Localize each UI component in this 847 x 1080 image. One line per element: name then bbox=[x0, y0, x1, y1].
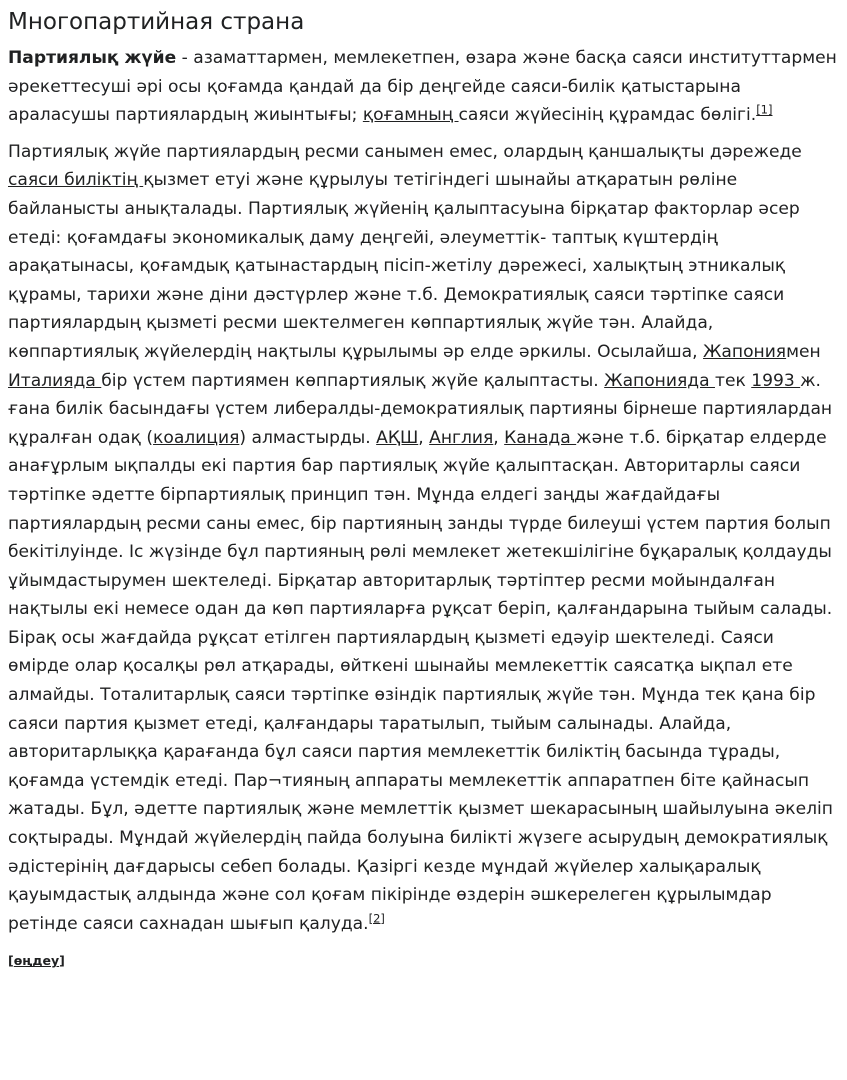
link-coalition[interactable]: коалиция bbox=[153, 427, 240, 448]
paragraph-intro bbox=[8, 44, 839, 130]
text: саяси жүйесінің құрамдас бөлігі. bbox=[458, 105, 757, 126]
paragraph-main bbox=[8, 138, 839, 939]
text: және т.б. бірқатар елдерде анағұрлым ықпалды екі партия бар партиялық жүйе қалыптасқан. Авторитарлы саяси тәртіпке әдетте бірпартиялық принцип тән. Мұнда елдегі заңды жағдайдағы партиялардың ресми саны емес, бір партияның занды түрде билеуші үстем партия болып бекітілуінде. Іс жүзінде бұл партияның рөлі мемлекет жетекшілігіне бұқаралық қолдауды ұйымдастырумен шектеледі. Бірқатар авторитарлық тәртіптер ресми мойындалған нақтылы екі немесе одан да көп партияларға рұқсат беріп, қалғандарына тыйым салады. Бірақ осы жағдайда рұқсат етілген партиялардың қызметі едәуір шектеледі. Саяси өмірде олар қосалқы рөл атқарады, өйткені шынайы мемлекеттік саясатқа ықпал ете алмайды. Тоталитарлық саяси тәртіпке өзіндік партиялық жүйе тән. Мұнда тек қана бір саяси партия қызмет етеді, қалғандары таратылып, тыйым салынады. Алайда, авторитарлыққа қарағанда бұл саяси партия мемлекеттік биліктің басында тұрады, қоғамда үстемдік етеді. Пар¬тияның аппараты мемлекеттік аппаратпен біте қайнасып жатады. Бұл, әдетте партиялық және мемлеттік қызмет шекарасының шайылуына әкеліп соқтырады. Мұндай жүйелердің пайда болуына билікті жүзеге асырудың демократиялық әдістерінің дағдарысы себеп болады. Қазіргі кезде мұндай жүйелер халықаралық қауымдастық алдында және сол қоғам пікірінде өздерін әшкерелеген құрылымдар ретінде саяси сахнадан шығып қалуда. bbox=[8, 427, 833, 934]
edit-section bbox=[8, 953, 839, 968]
edit-link[interactable]: өңдеу bbox=[13, 953, 60, 969]
text: Партиялық жүйе партиялардың ресми санымен емес, олардың қаншалықты дәрежеде bbox=[8, 141, 802, 162]
link-england[interactable]: Англия bbox=[429, 427, 494, 448]
text: , bbox=[418, 427, 430, 448]
text: , bbox=[493, 427, 505, 448]
reference-2-link[interactable]: [2] bbox=[368, 911, 385, 926]
link-political-power[interactable]: саяси биліктің bbox=[8, 170, 144, 191]
link-japan[interactable]: Жапония bbox=[703, 341, 787, 362]
text: ж. ғана билік басындағы үстем либералды-демократиялық партияны бірнеше партиялардан құралған одақ ( bbox=[8, 370, 833, 448]
edit-bracket-close: ] bbox=[59, 953, 65, 969]
link-japan-2[interactable]: Жапонияда bbox=[604, 370, 715, 391]
reference-1[interactable] bbox=[756, 103, 772, 117]
link-italy[interactable]: Италияда bbox=[8, 370, 102, 391]
text: бір үстем партиямен көппартиялық жүйе қалыптасты. bbox=[101, 370, 605, 391]
text: - азаматтармен, мемлекетпен, өзара және басқа саяси институттармен әрекеттесуші әрі осы қоғамда қандай да бір деңгейде саяси-билік қатыстарына араласушы партиялардың жиынтығы; bbox=[8, 48, 837, 126]
reference-2[interactable] bbox=[369, 911, 385, 925]
page-title: Многопартийная страна bbox=[8, 9, 305, 35]
term-bold: Партиялық жүйе bbox=[8, 48, 177, 68]
text: тек bbox=[714, 370, 752, 391]
link-society[interactable]: қоғамның bbox=[362, 105, 459, 126]
link-canada[interactable]: Канада bbox=[504, 427, 577, 448]
link-usa[interactable]: АҚШ bbox=[376, 427, 419, 448]
text: қызмет етуі және құрылуы тетігіндегі шынайы атқаратын рөліне байланысты анықталады. Партиялық жүйенің қалыптасуына бірқатар факторлар әсер етеді: қоғамдағы экономикалық даму деңгейі, әлеуметтік- таптық күштердің арақатынасы, қоғамдық қатынастардың пісіп-жетілу дәрежесі, халықтың этникалық құрамы, тарихи және діни дәстүрлер және т.б. Демократиялық саяси тәртіпке саяси партиялардың қызметі ресми шектелмеген көппартиялық жүйе тән. Алайда, көппартиялық жүйелердің нақтылы құрылымы әр елде әркилы. Осылайша, bbox=[8, 170, 800, 362]
edit-bracket-open: [ bbox=[8, 953, 14, 969]
text: ) алмастырды. bbox=[239, 427, 377, 448]
text: мен bbox=[786, 341, 821, 362]
reference-1-link[interactable]: [1] bbox=[756, 102, 773, 117]
link-1993[interactable]: 1993 bbox=[751, 370, 801, 391]
